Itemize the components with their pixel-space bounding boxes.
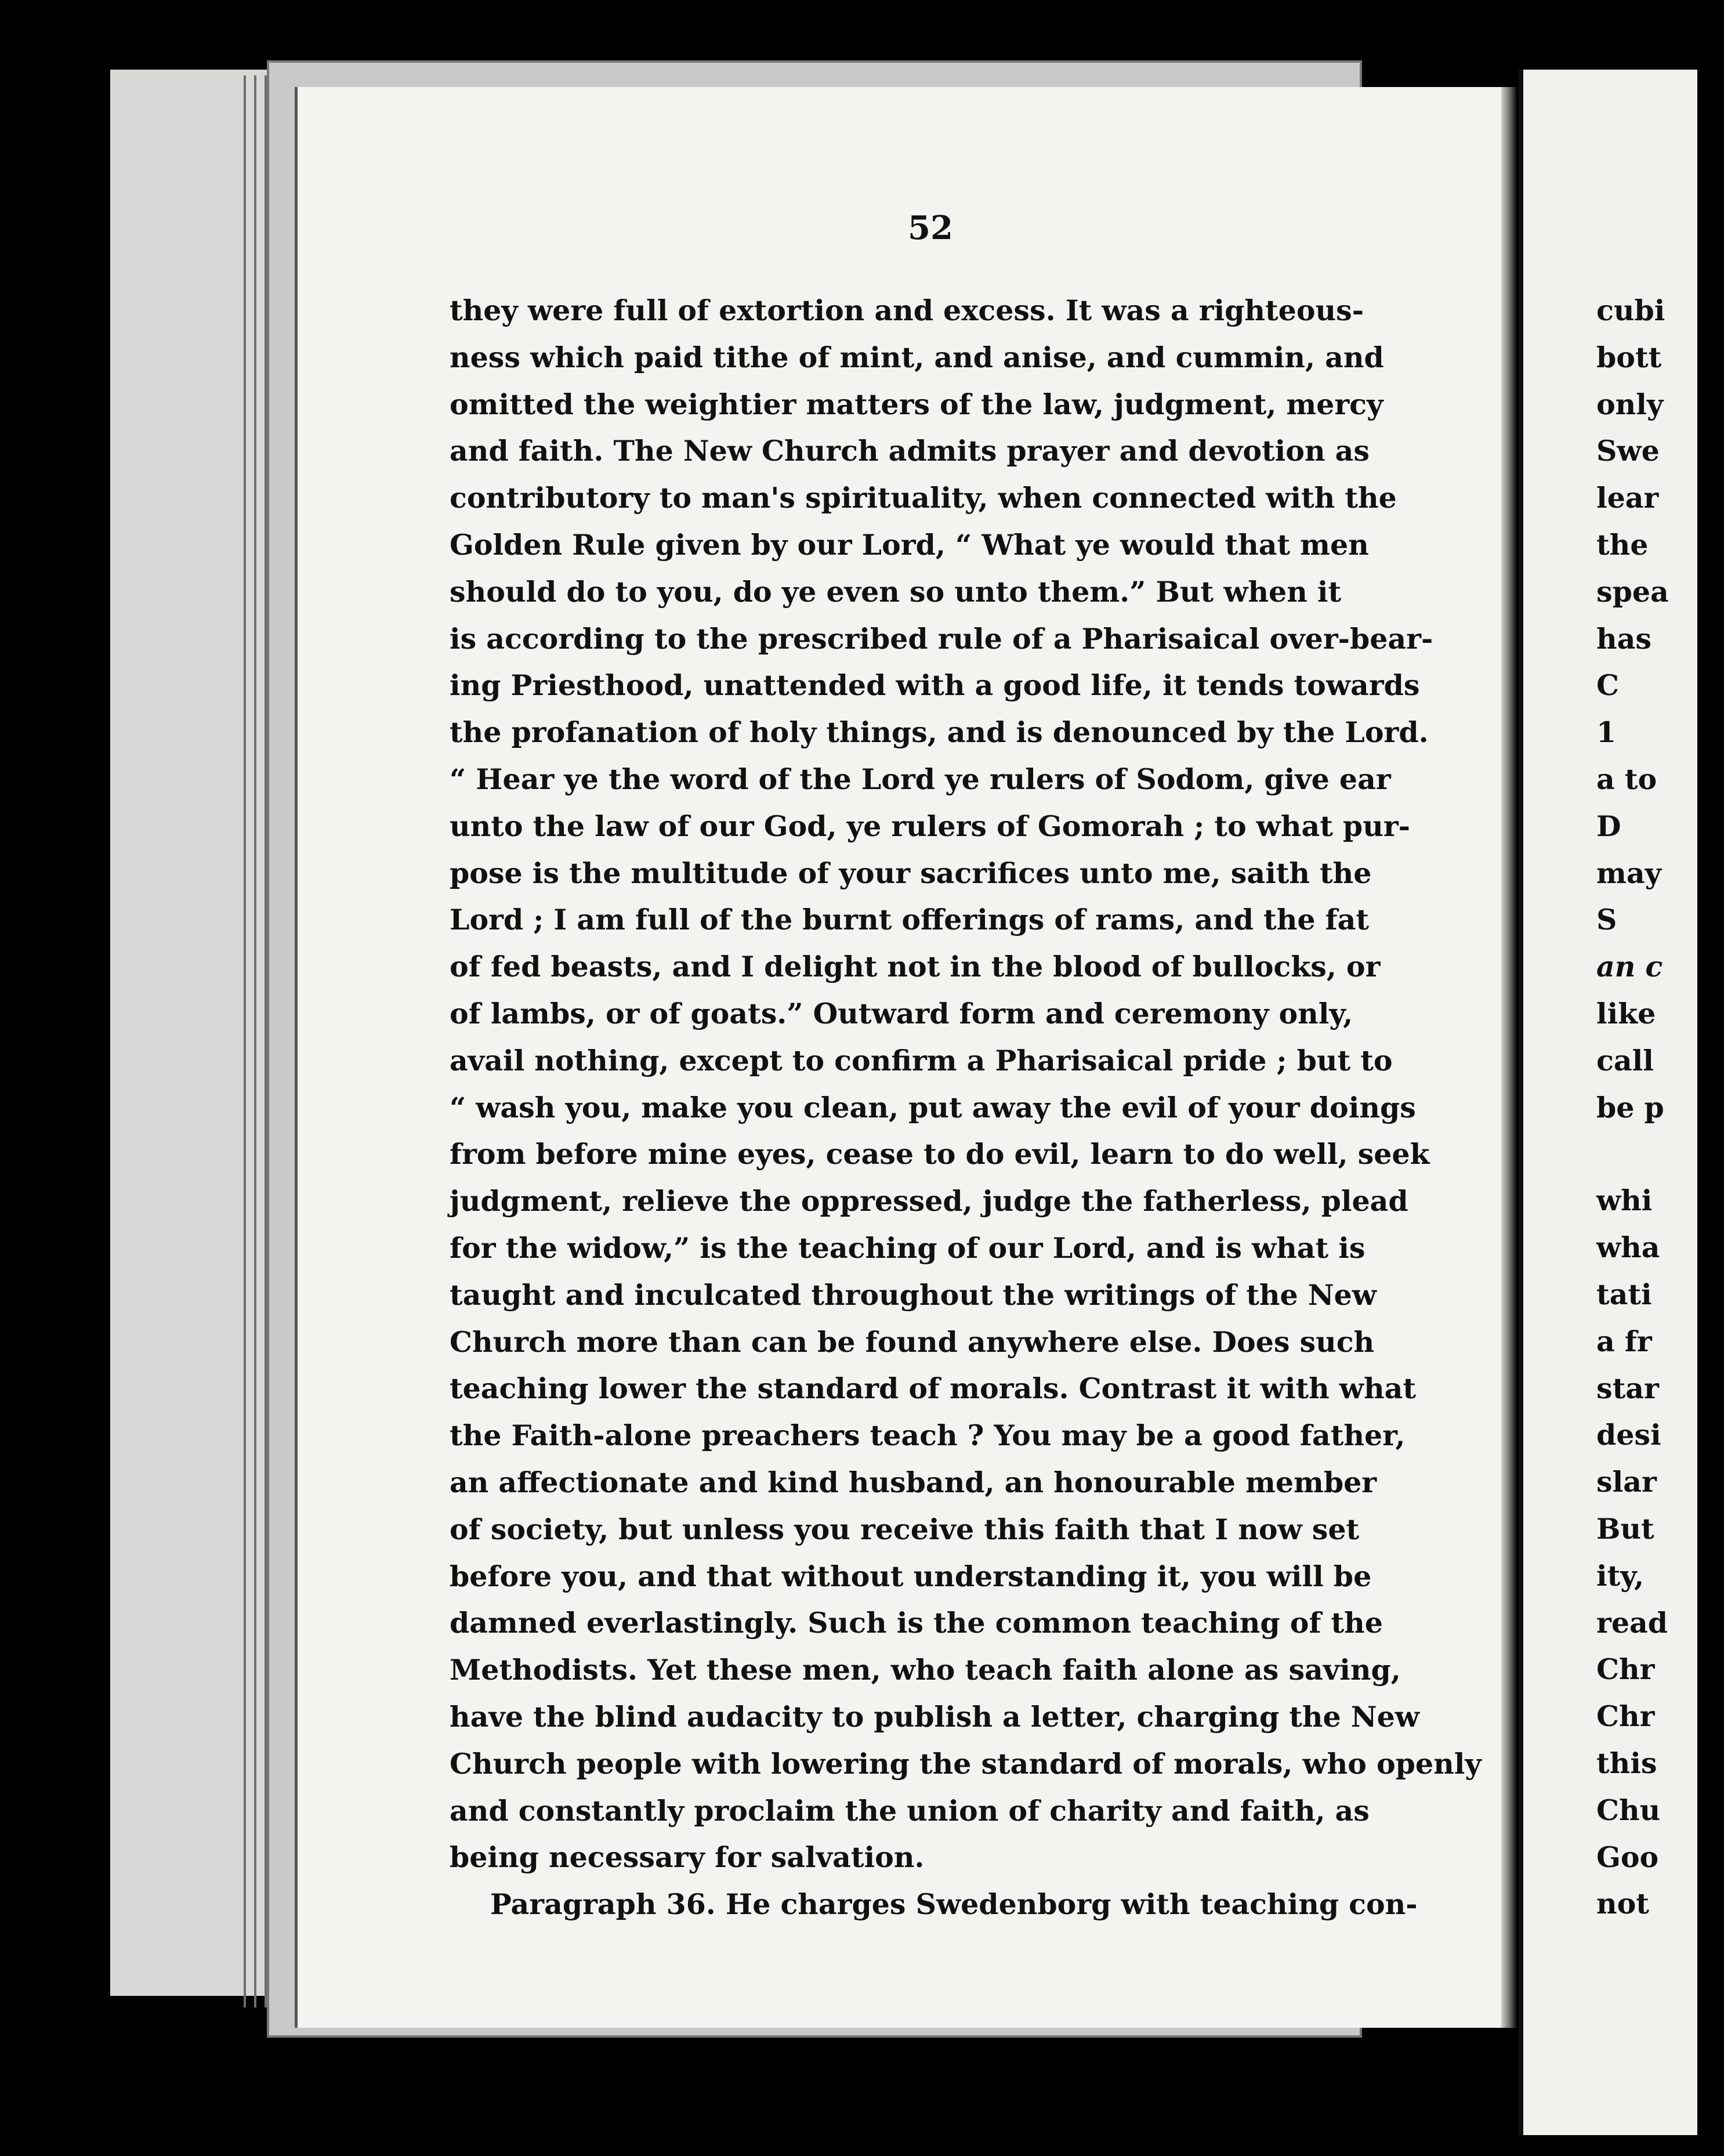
facing-text-fragment: tati [1596,1277,1652,1311]
text-line: pose is the multitude of your sacrifices unto me, saith the [450,856,1372,890]
facing-page-text-fragments [1596,287,1724,1927]
text-line: they were full of extortion and excess. It was a righteous- [450,294,1364,327]
facing-text-fragment: may [1596,856,1662,890]
text-line: ing Priesthood, unattended with a good life, it tends towards [450,668,1420,703]
text-line: an affectionate and kind husband, an honourable member [450,1465,1377,1499]
text-line: avail nothing, except to confirm a Pharisaical pride ; but to [450,1043,1393,1077]
text-line: Methodists. Yet these men, who teach faith alone as saving, [450,1653,1401,1687]
text-line: teaching lower the standard of morals. Contrast it with what [450,1372,1416,1406]
facing-text-fragment: D [1596,809,1621,843]
text-line: from before mine eyes, cease to do evil, learn to do well, seek [450,1137,1430,1171]
facing-text-fragment: 1 [1596,715,1617,750]
facing-text-fragment: spea [1596,574,1669,609]
facing-text-fragment: this [1596,1746,1657,1780]
text-line: and constantly proclaim the union of charity and faith, as [450,1793,1370,1828]
text-line: is according to the prescribed rule of a Pharisaical over-bear- [450,621,1433,656]
text-line: and faith. The New Church admits prayer and devotion as [450,434,1370,468]
page-edge-line [244,75,246,2007]
facing-text-fragment: a fr [1596,1324,1652,1358]
facing-text-fragment: Chr [1596,1699,1655,1734]
text-line: taught and inculcated throughout the writings of the New [450,1278,1377,1312]
facing-text-fragment: ity, [1596,1558,1645,1593]
text-line: omitted the weightier matters of the law, judgment, mercy [450,387,1383,421]
facing-text-fragment: the [1596,527,1649,562]
text-line: being necessary for salvation. [450,1840,925,1875]
text-line: for the widow,” is the teaching of our Lord, and is what is [450,1231,1366,1265]
text-line: the Faith-alone preachers teach ? You may be a good father, [450,1419,1406,1453]
facing-text-fragment: not [1596,1887,1649,1921]
facing-text-fragment: S [1596,903,1617,937]
facing-text-fragment: read [1596,1605,1668,1640]
text-line: Lord ; I am full of the burnt offerings of rams, and the fat [450,903,1370,937]
text-line: the profanation of holy things, and is denounced by the Lord. [450,715,1429,750]
page-edge-line [254,75,256,2007]
facing-text-fragment: Chr [1596,1652,1655,1687]
facing-text-fragment: Swe [1596,434,1660,468]
page-number: 52 [908,209,953,247]
facing-text-fragment: C [1596,668,1619,703]
text-line: “ Hear ye the word of the Lord ye rulers of Sodom, give ear [450,762,1391,796]
text-line: of society, but unless you receive this faith that I now set [450,1512,1360,1546]
text-line: damned everlastingly. Such is the common teaching of the [450,1606,1383,1640]
facing-text-fragment: has [1596,621,1651,656]
text-line: judgment, relieve the oppressed, judge the fatherless, plead [450,1184,1408,1218]
facing-text-fragment: Chu [1596,1793,1661,1827]
book-edge-stack [110,70,288,1996]
text-line: Church people with lowering the standard of morals, who openly [450,1746,1482,1781]
text-line: should do to you, do ye even so unto them.” But when it [450,574,1342,609]
facing-text-fragment: like [1596,996,1656,1030]
text-line: Golden Rule given by our Lord, “ What ye would that men [450,527,1369,562]
facing-text-fragment: Goo [1596,1840,1659,1874]
facing-text-fragment: cubi [1596,294,1665,327]
facing-text-fragment: wha [1596,1231,1660,1265]
facing-text-fragment: star [1596,1371,1659,1405]
facing-text-fragment: an c [1596,950,1663,984]
text-line: Church more than can be found anywhere else. Does such [450,1325,1375,1359]
text-line: unto the law of our God, ye rulers of Gomorah ; to what pur- [450,809,1410,843]
facing-text-fragment: call [1596,1043,1654,1077]
text-line: of fed beasts, and I delight not in the blood of bullocks, or [450,950,1381,984]
book-gutter [1501,87,1516,2028]
facing-text-fragment: be p [1596,1090,1664,1124]
text-line: of lambs, or of goats.” Outward form and ceremony only, [450,996,1353,1030]
facing-text-fragment: desi [1596,1418,1661,1452]
text-line: “ wash you, make you clean, put away the evil of your doings [450,1090,1416,1124]
text-line: contributory to man's spirituality, when connected with the [450,481,1397,515]
main-text-block [450,287,1482,1928]
facing-text-fragment: But [1596,1511,1654,1546]
facing-text-fragment: whi [1596,1184,1653,1218]
paragraph-start-line: Paragraph 36. He charges Swedenborg with teaching con- [490,1887,1418,1922]
facing-text-fragment: slar [1596,1465,1657,1499]
text-line: ness which paid tithe of mint, and anise, and cummin, and [450,340,1384,374]
text-line: have the blind audacity to publish a letter, charging the New [450,1699,1419,1734]
facing-text-gap [1596,1131,1724,1177]
text-line: before you, and that without understanding it, you will be [450,1559,1372,1593]
facing-text-fragment: lear [1596,481,1659,515]
facing-text-fragment: a to [1596,762,1657,796]
facing-text-fragment: bott [1596,340,1662,374]
facing-text-fragment: only [1596,387,1664,421]
